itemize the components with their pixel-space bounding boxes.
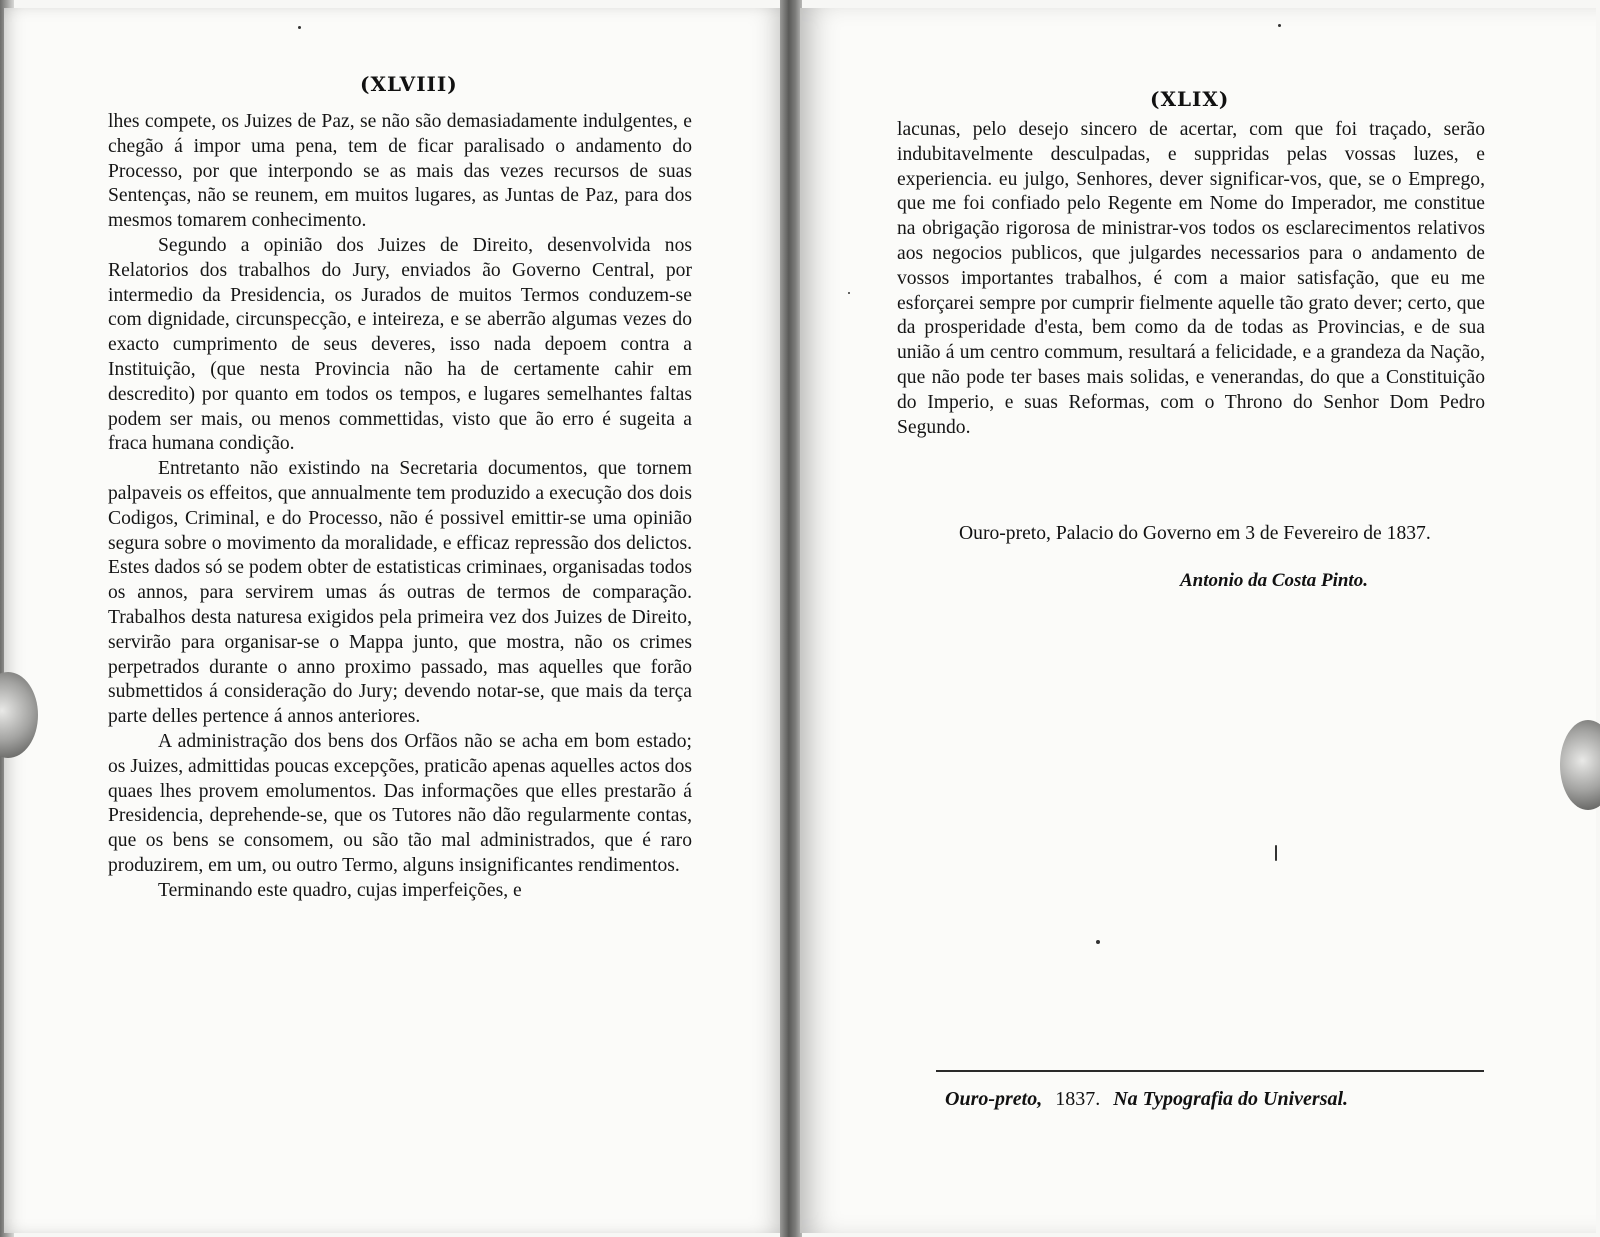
left-page-text [108,110,692,904]
place-and-date: Ouro-preto, Palacio do Governo em 3 de Fevereiro de 1837. [959,523,1431,544]
book-gutter [780,0,802,1237]
left-page-number: (XLVIII) [360,72,458,96]
scan-speck [1278,24,1281,27]
imprint-year: 1837. [1055,1088,1101,1110]
left-paragraph-5: Terminando este quadro, cujas imperfeições, e [158,879,522,901]
scan-speck [848,292,850,294]
right-paragraph-1: lacunas, pelo desejo sincero de acertar, com que foi traçado, serão indubitavelmente desculpadas, e suppridas pelas vossas luzes, e experiencia. eu julgo, Senhores, dever significar-vos, que, se o Emprego, que me foi confiado pelo Regente em Nome do Imperador, me constitue na obrigação rigorosa de ministrar-vos todos os esclarecimentos relativos aos negocios publicos, que julgardes necessarios para o andamento de vossos importantes trabalhos, é com a maior satisfação, que eu me esforçarei sempre por cumprir fielmente aquelle tão grato dever; certo, que da prosperidade d'esta, bem como da de todas as Provincias, e de sua união á um centro commum, resultará a felicidade, e a grandeza da Nação, que não pode ter bases mais solidas, e venerandas, do que a Constituição do Imperio, e suas Reformas, com o Throno do Senhor Dom Pedro Segundo. [897,119,1485,438]
left-paragraph-3: Entretanto não existindo na Secretaria documentos, que tornem palpaveis os effeitos, que annualmente tem produzido a execução dos dois Codigos, Criminal, e do Processo, não é possivel emittir-se uma opinião segura sobre o movimento da moralidade, e efficaz repressão dos delictos. Estes dados só se podem obter de estatisticas criminaes, organisadas todos os annos, para servirem umas ás outras de termos de comparação. Trabalhos desta naturesa exigidos pela primeira vez dos Juizes de Direito, servirão para organisar-se o Mappa junto, que mostra, não os crimes perpetrados durante o anno proximo passado, mas aquelles que forão submettidos á consideração do Jury; devendo notar-se, que mais da terça parte delles pertence á annos anteriores. [108,458,692,728]
right-page-number: (XLIX) [1150,87,1230,111]
scan-speck [1275,845,1277,861]
left-paragraph-1: lhes compete, os Juizes de Paz, se não são demasiadamente indulgentes, e chegão á impor uma pena, tem de ficar paralisado o andamento do Processo, por que interpondo se as mais das vezes recursos de suas Sentenças, não se reunem, em muitos lugares, as Juntas de Paz, para dos mesmos tomarem conhecimento. [108,111,692,232]
imprint-press: Na Typografia do Universal. [1113,1088,1349,1110]
left-paragraph-4: A administração dos bens dos Orfãos não se acha em bom estado; os Juizes, admittidas poucas excepções, praticão apenas aquelles actos dos quaes lhes provem emolumentos. Das informações que elles prestarão á Presidencia, deprehende-se, que os Tutores não dão regularmente contas, que os bens se consomem, ou são tão mal administrados, que é raro produzirem, em um, ou outro Termo, alguns insignificantes rendimentos. [108,730,692,876]
scan-speck [298,26,301,29]
scan-speck [1096,940,1100,944]
signature: Antonio da Costa Pinto. [1180,570,1368,591]
imprint-city: Ouro-preto, [945,1088,1043,1110]
imprint-rule [936,1070,1484,1072]
left-paragraph-2: Segundo a opinião dos Juizes de Direito, desenvolvida nos Relatorios dos trabalhos do Jury, enviados ão Governo Central, por intermedio da Presidencia, os Jurados de muitos Termos conduzem-se com dignidade, circunspecção, e inteireza, e se aberrão algumas vezes do exacto cumprimento de seus deveres, isso nada depoem contra a Instituição, (que nesta Provincia não ha de certamente cahir em descredito) por quanto em todos os tempos, e lugares semelhantes faltas podem ser mais, ou menos commettidas, visto que ão erro é sugeita a fraca humana condição. [108,234,692,455]
printer-imprint [945,1088,1485,1111]
right-page-text [897,118,1485,440]
